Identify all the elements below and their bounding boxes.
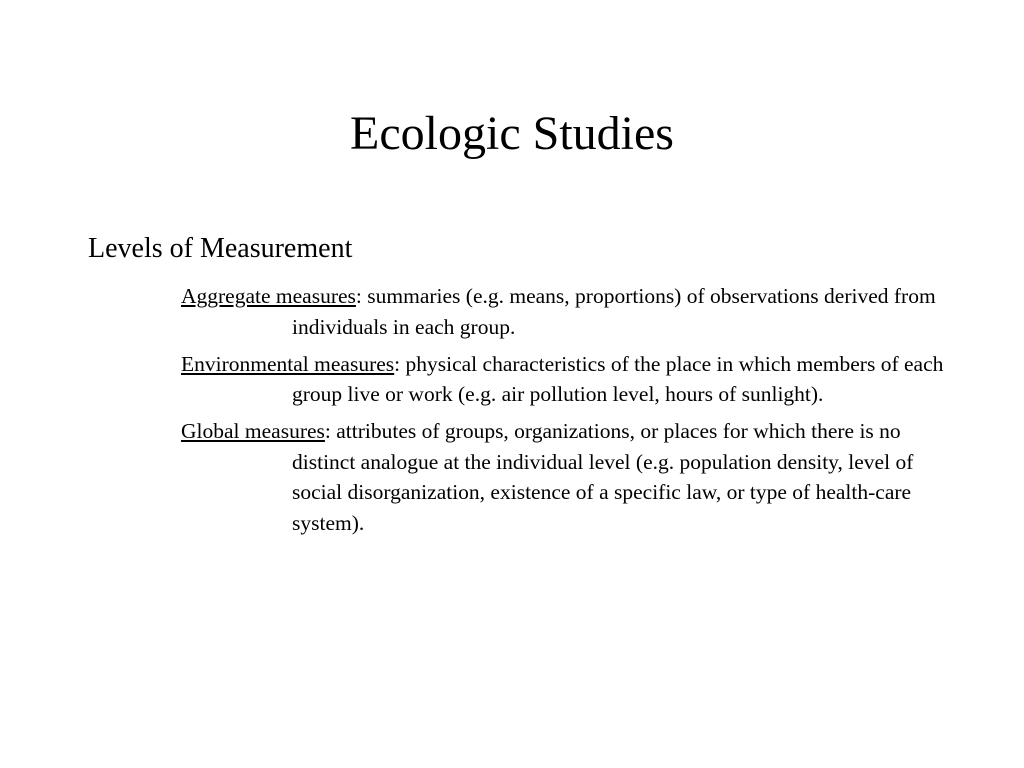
definition-list	[181, 281, 951, 545]
term-environmental-measures: Environmental measures	[181, 351, 395, 376]
term-global-measures: Global measures	[181, 419, 325, 443]
definition-aggregate-measures	[181, 281, 951, 342]
term-aggregate-measures: Aggregate measures	[181, 284, 356, 308]
description-global-measures: : attributes of groups, organizations, or places for which there is no distinct analogue at the individual level (e.g. population density, level of social disorganization, existence of a specific law, or type of health-care system).	[292, 419, 914, 535]
description-aggregate-measures: : summaries (e.g. means, proportions) of observations derived from individuals in each group.	[292, 284, 936, 339]
definition-global-measures	[181, 416, 951, 538]
definition-environmental-measures	[181, 349, 951, 410]
slide-title: Ecologic Studies	[350, 107, 674, 160]
description-environmental-measures: : physical characteristics of the place in which members of each group live or work (e.g. air pollution level, hours of sunlight).	[292, 351, 944, 406]
section-heading: Levels of Measurement	[88, 233, 353, 264]
